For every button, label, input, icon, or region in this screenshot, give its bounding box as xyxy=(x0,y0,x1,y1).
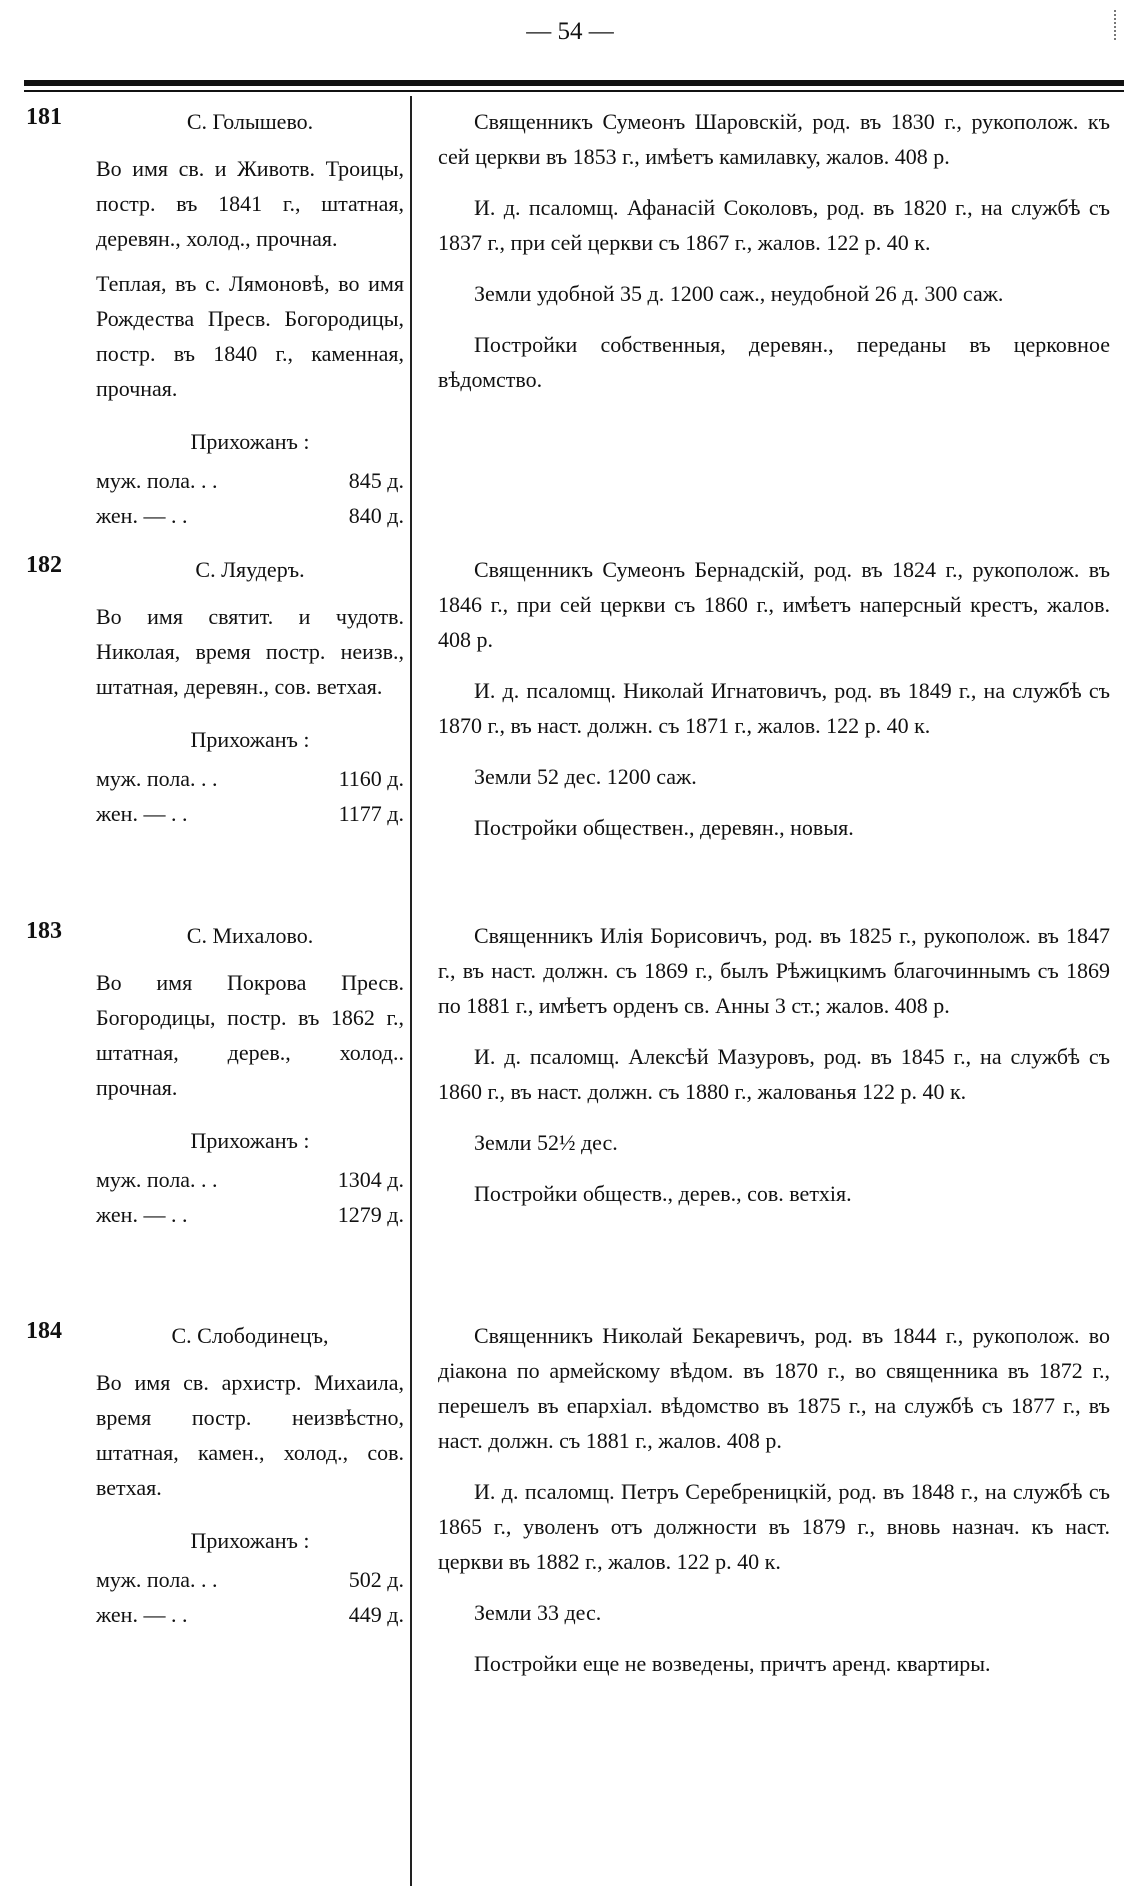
female-label: жен. — . . xyxy=(96,801,188,826)
priest-record: Священникъ Сумеонъ Бернадскій, род. въ 1824 г., рукополож. въ 1846 г., при сей церкви съ 1860 г., имѣетъ наперсный крестъ, жалов. 408 р. xyxy=(438,557,1110,652)
parishioners-female-row xyxy=(96,796,404,831)
priest-record: Священникъ Сумеонъ Шаровскій, род. въ 1830 г., рукополож. къ сей церкви въ 1853 г., имѣетъ камилавку, жалов. 408 р. xyxy=(438,109,1110,169)
female-label: жен. — . . xyxy=(96,1602,188,1627)
village-name: С. Голышево. xyxy=(186,109,314,134)
parishioners-heading: Прихожанъ : xyxy=(190,429,310,454)
entry-number: 182 xyxy=(26,552,62,578)
male-label: муж. пола. . . xyxy=(96,468,218,493)
male-value: 502 д. xyxy=(348,1567,404,1592)
male-label: муж. пола. . . xyxy=(96,766,218,791)
parishioners-male-row xyxy=(96,463,404,498)
land-record: Земли удобной 35 д. 1200 саж., неудобной 26 д. 300 саж. xyxy=(474,281,1004,306)
church-description: Теплая, въ с. Лямоновѣ, во имя Рождества Пресв. Богородицы, постр. въ 1840 г., каменная, прочная. xyxy=(96,271,404,401)
church-info xyxy=(96,552,404,831)
female-value: 1177 д. xyxy=(338,801,404,826)
clergy-info xyxy=(438,918,1110,1227)
page-number: — 54 — xyxy=(526,18,614,45)
female-value: 840 д. xyxy=(348,503,404,528)
header-rule-thin xyxy=(24,90,1124,92)
male-label: муж. пола. . . xyxy=(96,1167,218,1192)
land-record: Земли 33 дес. xyxy=(474,1600,602,1625)
psalmist-record: И. д. псаломщ. Афанасій Соколовъ, род. въ 1820 г., на службѣ съ 1837 г., при сей церкви съ 1867 г., жалов. 122 р. 40 к. xyxy=(438,195,1110,255)
buildings-record: Постройки собственныя, деревян., переданы въ церковное вѣдомство. xyxy=(438,332,1110,392)
female-label: жен. — . . xyxy=(96,503,188,528)
priest-record: Священникъ Николай Бекаревичъ, род. въ 1844 г., рукополож. во діакона по армейскому вѣдом. въ 1870 г., во священника въ 1872 г., перешелъ въ епархіал. вѣдомство въ 1875 г., на службѣ съ 1877 г., въ наст. должн. съ 1881 г., жалов. 408 р. xyxy=(438,1323,1110,1453)
buildings-record: Постройки обществен., деревян., новыя. xyxy=(474,815,854,840)
male-value: 1160 д. xyxy=(338,766,404,791)
church-info xyxy=(96,1318,404,1632)
column-divider xyxy=(410,96,412,1886)
buildings-record: Постройки обществ., дерев., сов. ветхія. xyxy=(474,1181,852,1206)
clergy-info xyxy=(438,104,1110,413)
entry-number: 184 xyxy=(26,1318,62,1344)
psalmist-record: И. д. псаломщ. Петръ Серебреницкій, род. въ 1848 г., на службѣ съ 1865 г., уволенъ отъ должности въ 1879 г., вновь назнач. къ наст. церкви въ 1882 г., жалов. 122 р. 40 к. xyxy=(438,1479,1110,1574)
land-record: Земли 52½ дес. xyxy=(474,1130,618,1155)
header-rule-thick xyxy=(24,80,1124,86)
land-record: Земли 52 дес. 1200 саж. xyxy=(474,764,697,789)
female-value: 449 д. xyxy=(348,1602,404,1627)
parishioners-female-row xyxy=(96,1197,404,1232)
village-name: С. Ляудеръ. xyxy=(195,557,305,582)
female-value: 1279 д. xyxy=(337,1202,404,1227)
buildings-record: Постройки еще не возведены, причтъ аренд. квартиры. xyxy=(474,1651,991,1676)
male-value: 845 д. xyxy=(348,468,404,493)
clergy-info xyxy=(438,552,1110,861)
church-description: Во имя святит. и чудотв. Николая, время постр. неизв., штатная, деревян., сов. ветхая. xyxy=(96,604,404,699)
clergy-info xyxy=(438,1318,1110,1697)
parishioners-male-row xyxy=(96,761,404,796)
village-name: С. Михалово. xyxy=(186,923,314,948)
parishioners-female-row xyxy=(96,498,404,533)
parishioners-heading: Прихожанъ : xyxy=(190,727,310,752)
parishioners-male-row xyxy=(96,1562,404,1597)
church-info xyxy=(96,918,404,1232)
male-label: муж. пола. . . xyxy=(96,1567,218,1592)
church-description: Во имя св. и Животв. Троицы, постр. въ 1841 г., штатная, деревян., холод., прочная. xyxy=(96,156,404,251)
psalmist-record: И. д. псаломщ. Николай Игнатовичъ, род. въ 1849 г., на службѣ съ 1870 г., въ наст. должн. съ 1871 г., жалов. 122 р. 40 к. xyxy=(438,678,1110,738)
parishioners-heading: Прихожанъ : xyxy=(190,1128,310,1153)
psalmist-record: И. д. псаломщ. Алексѣй Мазуровъ, род. въ 1845 г., на службѣ съ 1860 г., въ наст. должн. съ 1880 г., жалованья 122 р. 40 к. xyxy=(438,1044,1110,1104)
margin-mark xyxy=(1114,10,1122,40)
entry-number: 183 xyxy=(26,918,62,944)
priest-record: Священникъ Илія Борисовичъ, род. въ 1825 г., рукополож. въ 1847 г., въ наст. должн. съ 1869 г., былъ Рѣжицкимъ благочиннымъ съ 1869 по 1881 г., имѣетъ орденъ св. Анны 3 ст.; жалов. 408 р. xyxy=(438,923,1110,1018)
parishioners-male-row xyxy=(96,1162,404,1197)
church-info xyxy=(96,104,404,533)
entry-number: 181 xyxy=(26,104,62,130)
church-description: Во имя св. архистр. Михаила, время постр. неизвѣстно, штатная, камен., холод., сов. ветхая. xyxy=(96,1370,404,1500)
village-name: С. Слободинецъ, xyxy=(171,1323,329,1348)
parishioners-heading: Прихожанъ : xyxy=(190,1528,310,1553)
parishioners-female-row xyxy=(96,1597,404,1632)
church-description: Во имя Покрова Пресв. Богородицы, постр. въ 1862 г., штатная, дерев., холод.. прочная. xyxy=(96,970,404,1100)
male-value: 1304 д. xyxy=(337,1167,404,1192)
female-label: жен. — . . xyxy=(96,1202,188,1227)
